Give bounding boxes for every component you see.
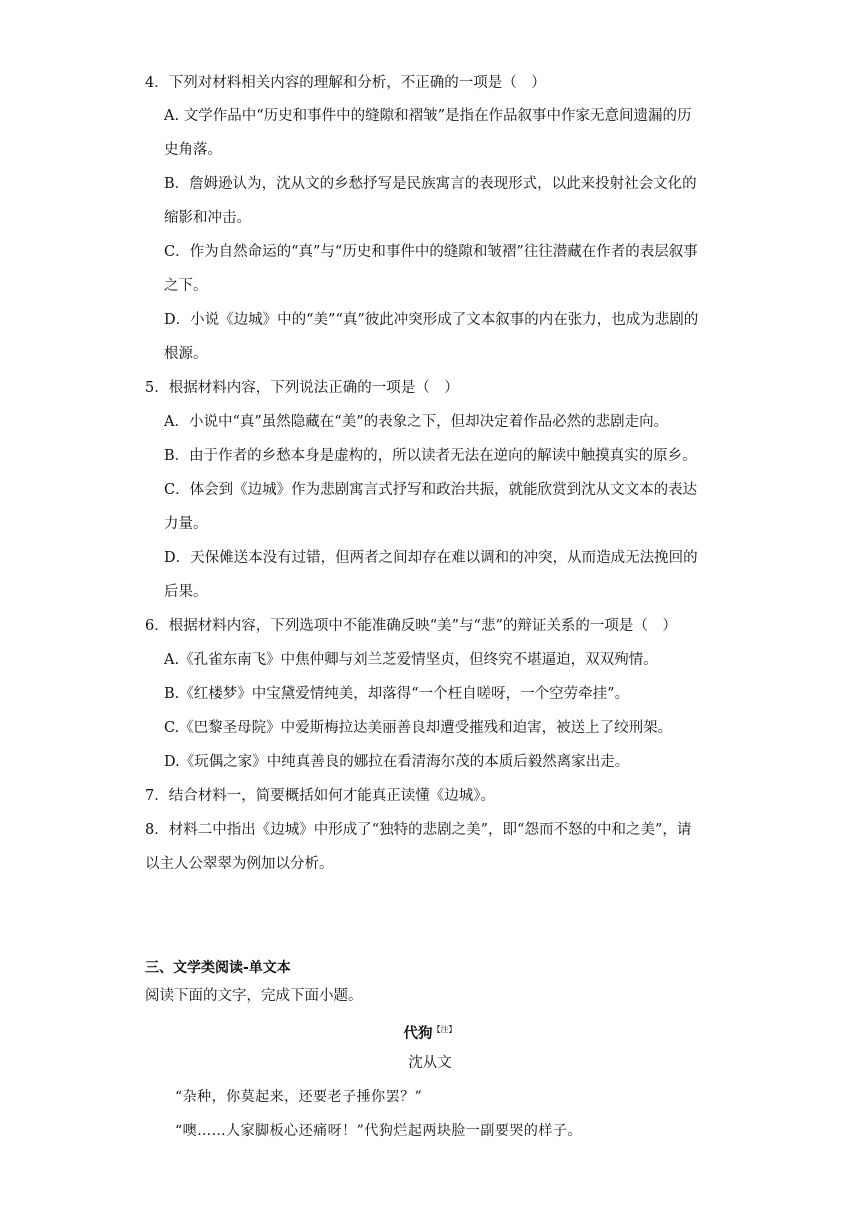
option-d: D.《玩偶之家》中纯真善良的娜拉在看清海尔茂的本质后毅然离家出走。 [164, 754, 630, 770]
footnote-mark: 【注】 [432, 1025, 457, 1034]
option-b: B．詹姆逊认为，沈从文的乡愁抒写是民族寓言的表现形式，以此来投射社会文化的 [164, 176, 697, 192]
option-c: C.《巴黎圣母院》中爱斯梅拉达美丽善良却遭受摧残和迫害，被送上了绞刑架。 [164, 720, 673, 736]
option-c: C．体会到《边城》作为悲剧寓言式抒写和政治共振，就能欣赏到沈从文文本的表达 [164, 482, 698, 498]
story-title: 代狗$^{【注】}$ [403, 1025, 457, 1042]
story-author: 沈从文 [408, 1055, 452, 1071]
section-instruction: 阅读下面的文字，完成下面小题。 [145, 988, 363, 1004]
option-a: A. 文学作品中“历史和事件中的缝隙和褶皱”是指在作品叙事中作家无意间遗漏的历 [164, 108, 692, 124]
section-heading: 三、文学类阅读-单文本 [145, 960, 291, 976]
question-7: 7．结合材料一，简要概括如何才能真正读懂《边城》。 [145, 788, 495, 804]
story-paragraph: “噢……人家脚板心还痛呀！”代狗烂起两块脸一副要哭的样子。 [175, 1123, 582, 1139]
question-stem: 8．材料二中指出《边城》中形成了“独特的悲剧之美”，即“怨而不怒的中和之美”，请 [145, 822, 692, 838]
question-stem-cont: 以主人公翠翠为例加以分析。 [145, 856, 334, 872]
option-d: D．天保傩送本没有过错，但两者之间却存在难以调和的冲突，从而造成无法挽回的 [164, 550, 698, 566]
option-b-cont: 缩影和冲击。 [164, 210, 251, 226]
option-c-cont: 之下。 [164, 278, 208, 294]
option-a: A.《孔雀东南飞》中焦仲卿与刘兰芝爱情坚贞，但终究不堪逼迫，双双殉情。 [164, 652, 658, 668]
option-b: B.《红楼梦》中宝黛爱情纯美，却落得“一个枉自嗟呀，一个空劳牵挂”。 [164, 686, 630, 702]
option-a-cont: 史角落。 [164, 142, 222, 158]
option-d-cont: 后果。 [164, 584, 208, 600]
question-stem: 4．下列对材料相关内容的理解和分析，不正确的一项是（ ） [145, 75, 546, 91]
option-c: C．作为自然命运的“真”与“历史和事件中的缝隙和皱褶”往往潜藏在作者的表层叙事 [164, 244, 698, 260]
option-d-cont: 根源。 [164, 346, 208, 362]
option-d: D．小说《边城》中的“美”“真”彼此冲突形成了文本叙事的内在张力，也成为悲剧的 [164, 312, 699, 328]
question-stem: 6．根据材料内容，下列选项中不能准确反映“美”与“悲”的辩证关系的一项是（ ） [145, 618, 677, 634]
option-c-cont: 力量。 [164, 516, 208, 532]
option-b: B．由于作者的乡愁本身是虚构的，所以读者无法在逆向的解读中触摸真实的原乡。 [164, 448, 697, 464]
question-stem: 5．根据材料内容，下列说法正确的一项是（ ） [145, 380, 459, 396]
option-a: A．小说中“真”虽然隐藏在“美”的表象之下，但却决定着作品必然的悲剧走向。 [164, 414, 669, 430]
story-paragraph: “杂种，你莫起来，还要老子捶你罢？” [175, 1089, 423, 1105]
